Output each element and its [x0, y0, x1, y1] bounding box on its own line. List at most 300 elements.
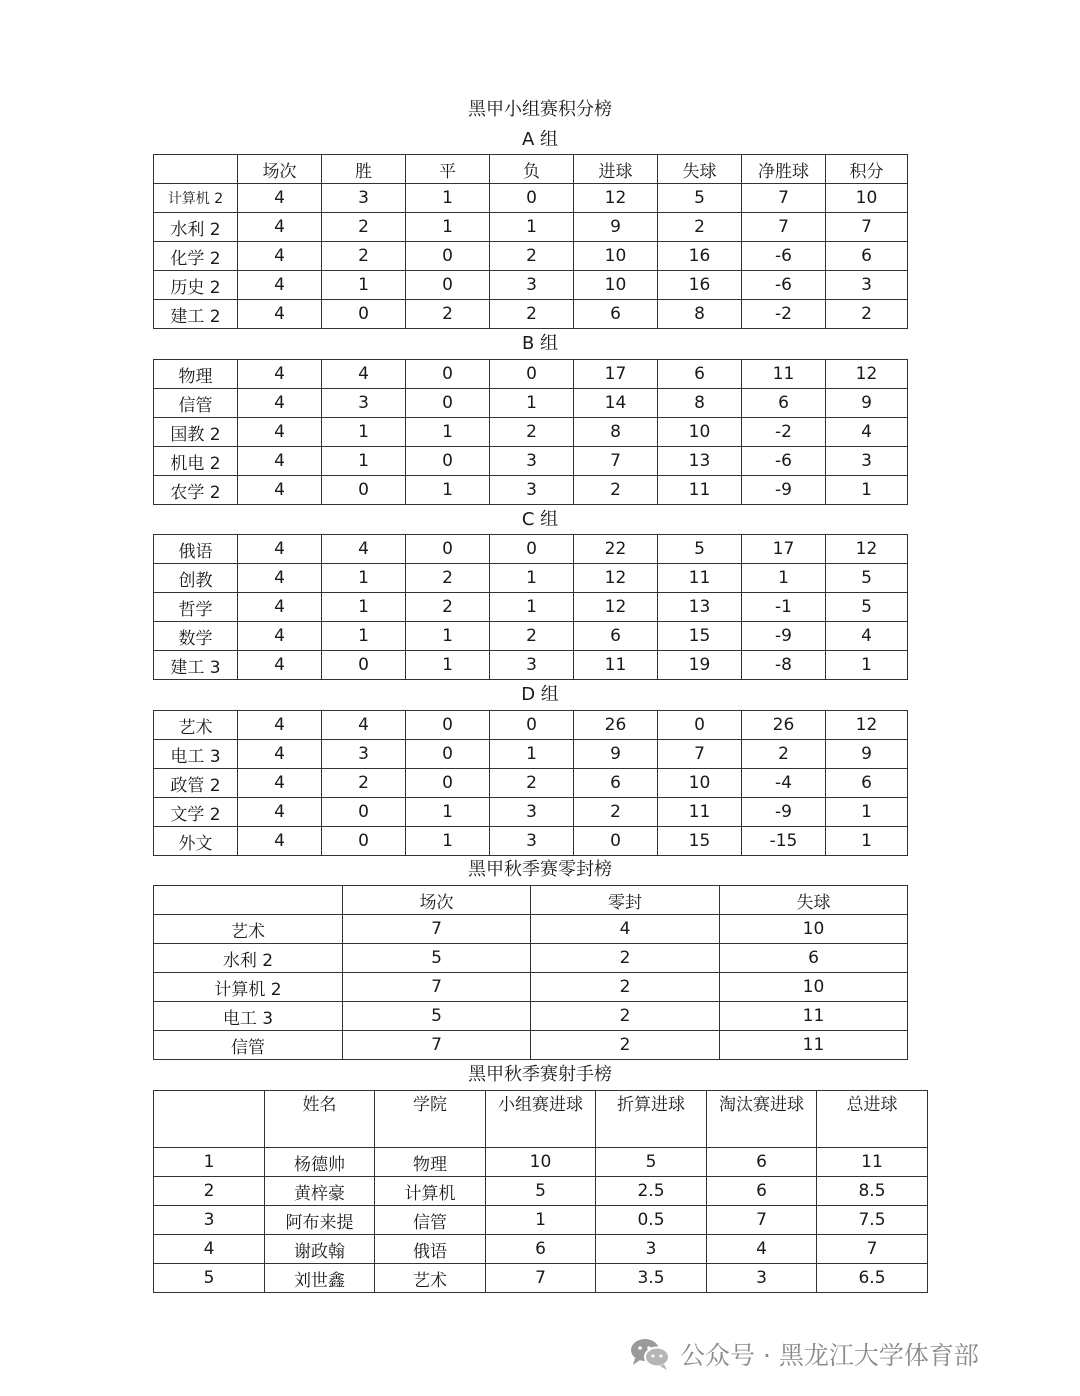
cell: 2.5	[596, 1177, 707, 1206]
cell: 3	[490, 271, 574, 300]
cell: 6	[574, 769, 658, 798]
table-row	[154, 389, 908, 418]
cell: 0	[322, 476, 406, 505]
cell: 1	[490, 593, 574, 622]
cell: 0	[406, 271, 490, 300]
header-cell: 折算进球	[596, 1091, 707, 1148]
table-header-row	[154, 155, 908, 184]
cell: 0	[406, 447, 490, 476]
cell: 1	[322, 622, 406, 651]
player-name: 杨德帅	[265, 1148, 375, 1177]
cell: 2	[531, 973, 720, 1002]
table-row	[154, 915, 908, 944]
table-row	[154, 1031, 908, 1060]
cell: 7	[574, 447, 658, 476]
cell: 4	[238, 711, 322, 740]
college: 俄语	[375, 1235, 486, 1264]
cell: 10	[486, 1148, 596, 1177]
cell: 3	[826, 271, 908, 300]
cell: 2	[322, 769, 406, 798]
cell: 8	[574, 418, 658, 447]
cell: 4	[238, 798, 322, 827]
team-name: 俄语	[154, 535, 238, 564]
cell: 1	[322, 447, 406, 476]
cell: 12	[574, 184, 658, 213]
cell: 6	[707, 1177, 817, 1206]
cell: -1	[742, 593, 826, 622]
cell: 4	[531, 915, 720, 944]
page-title: 黑甲小组赛积分榜	[468, 99, 612, 120]
cell: 2	[658, 213, 742, 242]
group-c-label: C 组	[521, 509, 559, 530]
header-cell: 进球	[574, 155, 658, 184]
cell: 22	[574, 535, 658, 564]
cell: 0	[490, 184, 574, 213]
cell: 3	[707, 1264, 817, 1293]
cell: 5	[658, 535, 742, 564]
cell: 4	[826, 418, 908, 447]
cell: 7	[742, 213, 826, 242]
watermark-text: 公众号 · 黑龙江大学体育部	[680, 1341, 979, 1370]
cell: 11	[817, 1148, 928, 1177]
cell: -2	[742, 300, 826, 329]
cell: 2	[574, 798, 658, 827]
cell: 4	[826, 622, 908, 651]
cell: 9	[574, 213, 658, 242]
header-cell: 学院	[375, 1091, 486, 1148]
header-cell-empty	[154, 1091, 265, 1148]
cell: -9	[742, 476, 826, 505]
cell: 4	[238, 184, 322, 213]
cell: 4	[238, 300, 322, 329]
cell: 10	[826, 184, 908, 213]
cell: 0	[406, 242, 490, 271]
cell: -4	[742, 769, 826, 798]
team-name: 信管	[154, 389, 238, 418]
header-cell-empty	[154, 886, 343, 915]
header-cell: 负	[490, 155, 574, 184]
cell: 7	[343, 1031, 531, 1060]
cell: 11	[742, 360, 826, 389]
cell: 3	[490, 827, 574, 856]
header-cell: 平	[406, 155, 490, 184]
cell: 3	[322, 389, 406, 418]
team-name: 电工 3	[154, 1002, 343, 1031]
header-cell: 姓名	[265, 1091, 375, 1148]
table-row	[154, 418, 908, 447]
cell: 15	[658, 827, 742, 856]
cell: 2	[826, 300, 908, 329]
cell: 4	[238, 593, 322, 622]
cell: 0	[322, 827, 406, 856]
header-cell: 场次	[343, 886, 531, 915]
cell: 1	[322, 271, 406, 300]
table-row	[154, 564, 908, 593]
table-header-row	[154, 886, 908, 915]
cell: 13	[658, 593, 742, 622]
cell: 6	[826, 769, 908, 798]
cell: 7	[707, 1206, 817, 1235]
cell: 9	[826, 740, 908, 769]
cell: 3	[322, 184, 406, 213]
cell: 1	[406, 213, 490, 242]
cell: 10	[720, 915, 908, 944]
shutout-title: 黑甲秋季赛零封榜	[468, 859, 612, 880]
cell: 1	[406, 651, 490, 680]
team-name: 政管 2	[154, 769, 238, 798]
header-cell: 淘汰赛进球	[707, 1091, 817, 1148]
table-row	[154, 213, 908, 242]
table-row	[154, 944, 908, 973]
cell: -15	[742, 827, 826, 856]
header-cell: 净胜球	[742, 155, 826, 184]
team-name: 外文	[154, 827, 238, 856]
cell: 1	[322, 418, 406, 447]
player-name: 阿布来提	[265, 1206, 375, 1235]
table-row	[154, 740, 908, 769]
cell: 0	[490, 360, 574, 389]
team-name: 历史 2	[154, 271, 238, 300]
cell: 6	[486, 1235, 596, 1264]
cell: 2	[574, 476, 658, 505]
group-c-table	[153, 534, 908, 680]
cell: 3	[490, 798, 574, 827]
cell: 4	[322, 360, 406, 389]
team-name: 计算机 2	[154, 184, 238, 213]
cell: 5	[596, 1148, 707, 1177]
cell: 12	[826, 535, 908, 564]
team-name: 水利 2	[154, 944, 343, 973]
cell: -9	[742, 798, 826, 827]
cell: 19	[658, 651, 742, 680]
cell: 10	[658, 418, 742, 447]
cell: 2	[490, 242, 574, 271]
cell: 1	[826, 476, 908, 505]
cell: 2	[490, 418, 574, 447]
cell: 11	[720, 1031, 908, 1060]
cell: 0	[574, 827, 658, 856]
cell: -8	[742, 651, 826, 680]
cell: -9	[742, 622, 826, 651]
cell: 4	[238, 447, 322, 476]
cell: 0	[490, 535, 574, 564]
header-cell: 场次	[238, 155, 322, 184]
cell: 3.5	[596, 1264, 707, 1293]
table-row	[154, 242, 908, 271]
cell: 4	[238, 740, 322, 769]
header-cell: 失球	[720, 886, 908, 915]
cell: 5	[486, 1177, 596, 1206]
group-d-label: D 组	[521, 684, 559, 705]
cell: 8.5	[817, 1177, 928, 1206]
college: 物理	[375, 1148, 486, 1177]
rank: 5	[154, 1264, 265, 1293]
cell: 1	[742, 564, 826, 593]
cell: -6	[742, 447, 826, 476]
cell: 2	[531, 1002, 720, 1031]
cell: 1	[406, 798, 490, 827]
cell: 7	[817, 1235, 928, 1264]
cell: 5	[343, 1002, 531, 1031]
cell: 1	[322, 564, 406, 593]
table-header-row	[154, 1091, 928, 1148]
group-b-label: B 组	[521, 333, 559, 354]
cell: 1	[490, 389, 574, 418]
rank: 2	[154, 1177, 265, 1206]
team-name: 文学 2	[154, 798, 238, 827]
cell: 2	[406, 564, 490, 593]
cell: 1	[490, 564, 574, 593]
cell: 10	[658, 769, 742, 798]
cell: 3	[596, 1235, 707, 1264]
table-row	[154, 300, 908, 329]
cell: 4	[322, 711, 406, 740]
cell: 0	[322, 300, 406, 329]
cell: 1	[322, 593, 406, 622]
cell: 10	[574, 242, 658, 271]
cell: 1	[826, 827, 908, 856]
cell: 16	[658, 271, 742, 300]
college: 信管	[375, 1206, 486, 1235]
table-row	[154, 973, 908, 1002]
cell: 7	[826, 213, 908, 242]
team-name: 国教 2	[154, 418, 238, 447]
cell: 0	[406, 360, 490, 389]
cell: 3	[490, 476, 574, 505]
table-row	[154, 360, 908, 389]
cell: 1	[486, 1206, 596, 1235]
cell: 7	[658, 740, 742, 769]
cell: 0	[322, 798, 406, 827]
header-cell-empty	[154, 155, 238, 184]
table-row	[154, 476, 908, 505]
cell: 4	[238, 651, 322, 680]
cell: 6	[707, 1148, 817, 1177]
cell: -2	[742, 418, 826, 447]
cell: 17	[742, 535, 826, 564]
cell: 9	[826, 389, 908, 418]
cell: 10	[720, 973, 908, 1002]
cell: 17	[574, 360, 658, 389]
team-name: 艺术	[154, 915, 343, 944]
cell: 0	[406, 389, 490, 418]
cell: 3	[826, 447, 908, 476]
cell: 12	[574, 593, 658, 622]
cell: 11	[658, 564, 742, 593]
team-name: 机电 2	[154, 447, 238, 476]
cell: 7	[343, 915, 531, 944]
cell: 3	[490, 447, 574, 476]
cell: 7	[742, 184, 826, 213]
cell: 4	[238, 271, 322, 300]
header-cell: 积分	[826, 155, 908, 184]
cell: 11	[720, 1002, 908, 1031]
team-name: 计算机 2	[154, 973, 343, 1002]
cell: 4	[238, 389, 322, 418]
cell: -6	[742, 242, 826, 271]
cell: 1	[826, 651, 908, 680]
cell: 2	[490, 769, 574, 798]
team-name: 物理	[154, 360, 238, 389]
table-row	[154, 798, 908, 827]
table-row	[154, 447, 908, 476]
cell: 2	[406, 300, 490, 329]
cell: 4	[322, 535, 406, 564]
cell: 11	[658, 476, 742, 505]
rank: 4	[154, 1235, 265, 1264]
cell: 0	[490, 711, 574, 740]
cell: 26	[742, 711, 826, 740]
team-name: 电工 3	[154, 740, 238, 769]
cell: 6	[826, 242, 908, 271]
cell: 8	[658, 300, 742, 329]
cell: 12	[574, 564, 658, 593]
scorers-table	[153, 1090, 928, 1293]
cell: 2	[531, 944, 720, 973]
cell: 6	[658, 360, 742, 389]
cell: 4	[238, 564, 322, 593]
header-cell: 小组赛进球	[486, 1091, 596, 1148]
table-row	[154, 1235, 928, 1264]
cell: 6	[574, 622, 658, 651]
table-row	[154, 827, 908, 856]
cell: 3	[322, 740, 406, 769]
header-cell: 零封	[531, 886, 720, 915]
group-d-table	[153, 710, 908, 856]
cell: 4	[707, 1235, 817, 1264]
rank: 3	[154, 1206, 265, 1235]
college: 计算机	[375, 1177, 486, 1206]
table-row	[154, 769, 908, 798]
cell: 1	[406, 418, 490, 447]
cell: 5	[826, 593, 908, 622]
cell: 12	[826, 711, 908, 740]
header-cell: 总进球	[817, 1091, 928, 1148]
table-row	[154, 1002, 908, 1031]
cell: 16	[658, 242, 742, 271]
cell: 4	[238, 769, 322, 798]
table-row	[154, 535, 908, 564]
team-name: 水利 2	[154, 213, 238, 242]
cell: 3	[490, 651, 574, 680]
cell: 1	[826, 798, 908, 827]
cell: 7	[343, 973, 531, 1002]
cell: 1	[406, 622, 490, 651]
cell: 15	[658, 622, 742, 651]
team-name: 建工 2	[154, 300, 238, 329]
cell: 6.5	[817, 1264, 928, 1293]
cell: 4	[238, 827, 322, 856]
cell: 6	[720, 944, 908, 973]
table-row	[154, 622, 908, 651]
cell: 12	[826, 360, 908, 389]
cell: 7.5	[817, 1206, 928, 1235]
cell: 9	[574, 740, 658, 769]
cell: 4	[238, 535, 322, 564]
team-name: 化学 2	[154, 242, 238, 271]
team-name: 农学 2	[154, 476, 238, 505]
cell: 1	[490, 740, 574, 769]
group-b-table	[153, 359, 908, 505]
team-name: 数学	[154, 622, 238, 651]
cell: 1	[406, 476, 490, 505]
cell: 0.5	[596, 1206, 707, 1235]
cell: 4	[238, 242, 322, 271]
cell: 0	[406, 535, 490, 564]
cell: 11	[658, 798, 742, 827]
group-a-label: A 组	[521, 129, 559, 150]
cell: -6	[742, 271, 826, 300]
team-name: 创教	[154, 564, 238, 593]
cell: 5	[343, 944, 531, 973]
team-name: 艺术	[154, 711, 238, 740]
cell: 1	[406, 827, 490, 856]
cell: 5	[658, 184, 742, 213]
cell: 0	[322, 651, 406, 680]
cell: 13	[658, 447, 742, 476]
group-a-table	[153, 154, 908, 329]
cell: 11	[574, 651, 658, 680]
table-row	[154, 1264, 928, 1293]
table-row	[154, 1148, 928, 1177]
player-name: 刘世鑫	[265, 1264, 375, 1293]
cell: 14	[574, 389, 658, 418]
player-name: 谢政翰	[265, 1235, 375, 1264]
cell: 6	[742, 389, 826, 418]
header-cell: 胜	[322, 155, 406, 184]
cell: 2	[742, 740, 826, 769]
cell: 0	[406, 769, 490, 798]
rank: 1	[154, 1148, 265, 1177]
cell: 0	[406, 711, 490, 740]
shutout-table	[153, 885, 908, 1060]
team-name: 哲学	[154, 593, 238, 622]
cell: 1	[406, 184, 490, 213]
cell: 10	[574, 271, 658, 300]
cell: 2	[322, 213, 406, 242]
table-row	[154, 184, 908, 213]
cell: 5	[826, 564, 908, 593]
watermark	[628, 1334, 979, 1374]
cell: 4	[238, 418, 322, 447]
cell: 7	[486, 1264, 596, 1293]
table-row	[154, 1206, 928, 1235]
cell: 4	[238, 476, 322, 505]
college: 艺术	[375, 1264, 486, 1293]
cell: 4	[238, 213, 322, 242]
table-row	[154, 593, 908, 622]
player-name: 黄梓豪	[265, 1177, 375, 1206]
cell: 0	[658, 711, 742, 740]
cell: 4	[238, 622, 322, 651]
cell: 4	[238, 360, 322, 389]
scorers-title: 黑甲秋季赛射手榜	[468, 1064, 612, 1085]
table-row	[154, 271, 908, 300]
header-cell: 失球	[658, 155, 742, 184]
cell: 1	[490, 213, 574, 242]
cell: 0	[406, 740, 490, 769]
table-row	[154, 651, 908, 680]
team-name: 建工 3	[154, 651, 238, 680]
cell: 6	[574, 300, 658, 329]
table-row	[154, 711, 908, 740]
cell: 2	[322, 242, 406, 271]
cell: 8	[658, 389, 742, 418]
cell: 26	[574, 711, 658, 740]
table-row	[154, 1177, 928, 1206]
cell: 2	[490, 622, 574, 651]
team-name: 信管	[154, 1031, 343, 1060]
